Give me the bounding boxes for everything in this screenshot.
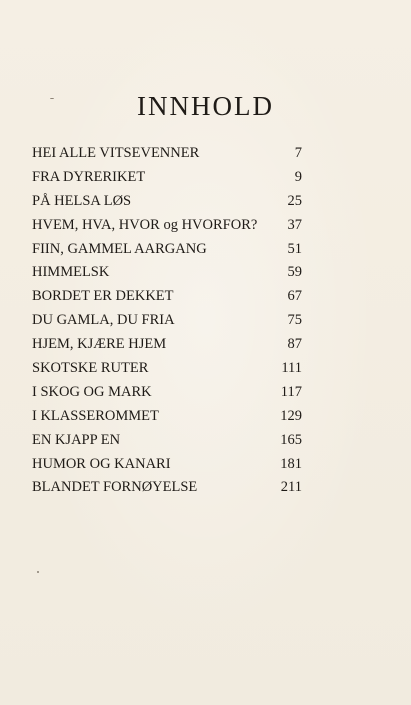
toc-entry-page: 75 xyxy=(287,312,302,329)
toc-entry xyxy=(32,240,302,264)
toc-entry xyxy=(32,359,302,383)
toc-entry-title: BORDET ER DEKKET xyxy=(32,288,174,305)
toc-entry xyxy=(32,335,302,359)
toc-entry-page: 87 xyxy=(287,336,302,353)
toc-entry xyxy=(32,263,302,287)
toc-entry-page: 67 xyxy=(287,288,302,305)
toc-entry-page: 117 xyxy=(280,383,302,400)
toc-entry-page: 7 xyxy=(294,145,302,161)
page-title: INNHOLD xyxy=(137,91,274,121)
toc-entry xyxy=(32,287,302,311)
toc-entry-title: HVEM, HVA, HVOR og HVORFOR? xyxy=(32,216,258,233)
toc-entry-page: 25 xyxy=(287,192,302,209)
toc-entry-title: DU GAMLA, DU FRIA xyxy=(32,312,175,329)
toc-entry xyxy=(32,311,302,335)
toc-entry xyxy=(32,144,302,168)
toc-entry xyxy=(32,455,302,479)
toc-entry-page: 51 xyxy=(287,240,302,257)
toc-entry-title: FRA DYRERIKET xyxy=(32,168,146,185)
toc-entry-title: I KLASSEROMMET xyxy=(32,407,159,424)
toc-entry xyxy=(32,192,302,216)
toc-entry-page: 37 xyxy=(287,216,302,233)
toc-entry xyxy=(32,216,302,240)
toc-entry xyxy=(32,478,302,502)
table-of-contents xyxy=(32,144,302,502)
toc-entry-title: HJEM, KJÆRE HJEM xyxy=(32,336,167,353)
toc-entry-title: HEI ALLE VITSEVENNER xyxy=(32,145,200,161)
toc-entry-page: 9 xyxy=(294,168,302,185)
toc-entry xyxy=(32,431,302,455)
toc-entry-page: 181 xyxy=(280,455,302,472)
toc-entry-page: 111 xyxy=(281,360,302,377)
toc-entry-title: I SKOG OG MARK xyxy=(32,383,152,400)
toc-entry-title: EN KJAPP EN xyxy=(32,431,121,448)
paper-speck xyxy=(50,98,54,99)
toc-entry-title: PÅ HELSA LØS xyxy=(32,192,132,209)
toc-entry-title: BLANDET FORNØYELSE xyxy=(32,479,198,496)
paper-speck xyxy=(37,571,39,573)
toc-entry-page: 129 xyxy=(280,407,302,424)
toc-entry-page: 165 xyxy=(280,431,302,448)
toc-entry-page: 59 xyxy=(287,264,302,281)
toc-entry xyxy=(32,383,302,407)
toc-entry xyxy=(32,168,302,192)
toc-entry xyxy=(32,407,302,431)
toc-entry-title: SKOTSKE RUTER xyxy=(32,360,149,377)
toc-entry-title: FIIN, GAMMEL AARGANG xyxy=(32,240,207,257)
toc-entry-title: HIMMELSK xyxy=(32,264,110,281)
toc-entry-page: 211 xyxy=(280,479,302,496)
toc-entry-title: HUMOR OG KANARI xyxy=(32,455,171,472)
